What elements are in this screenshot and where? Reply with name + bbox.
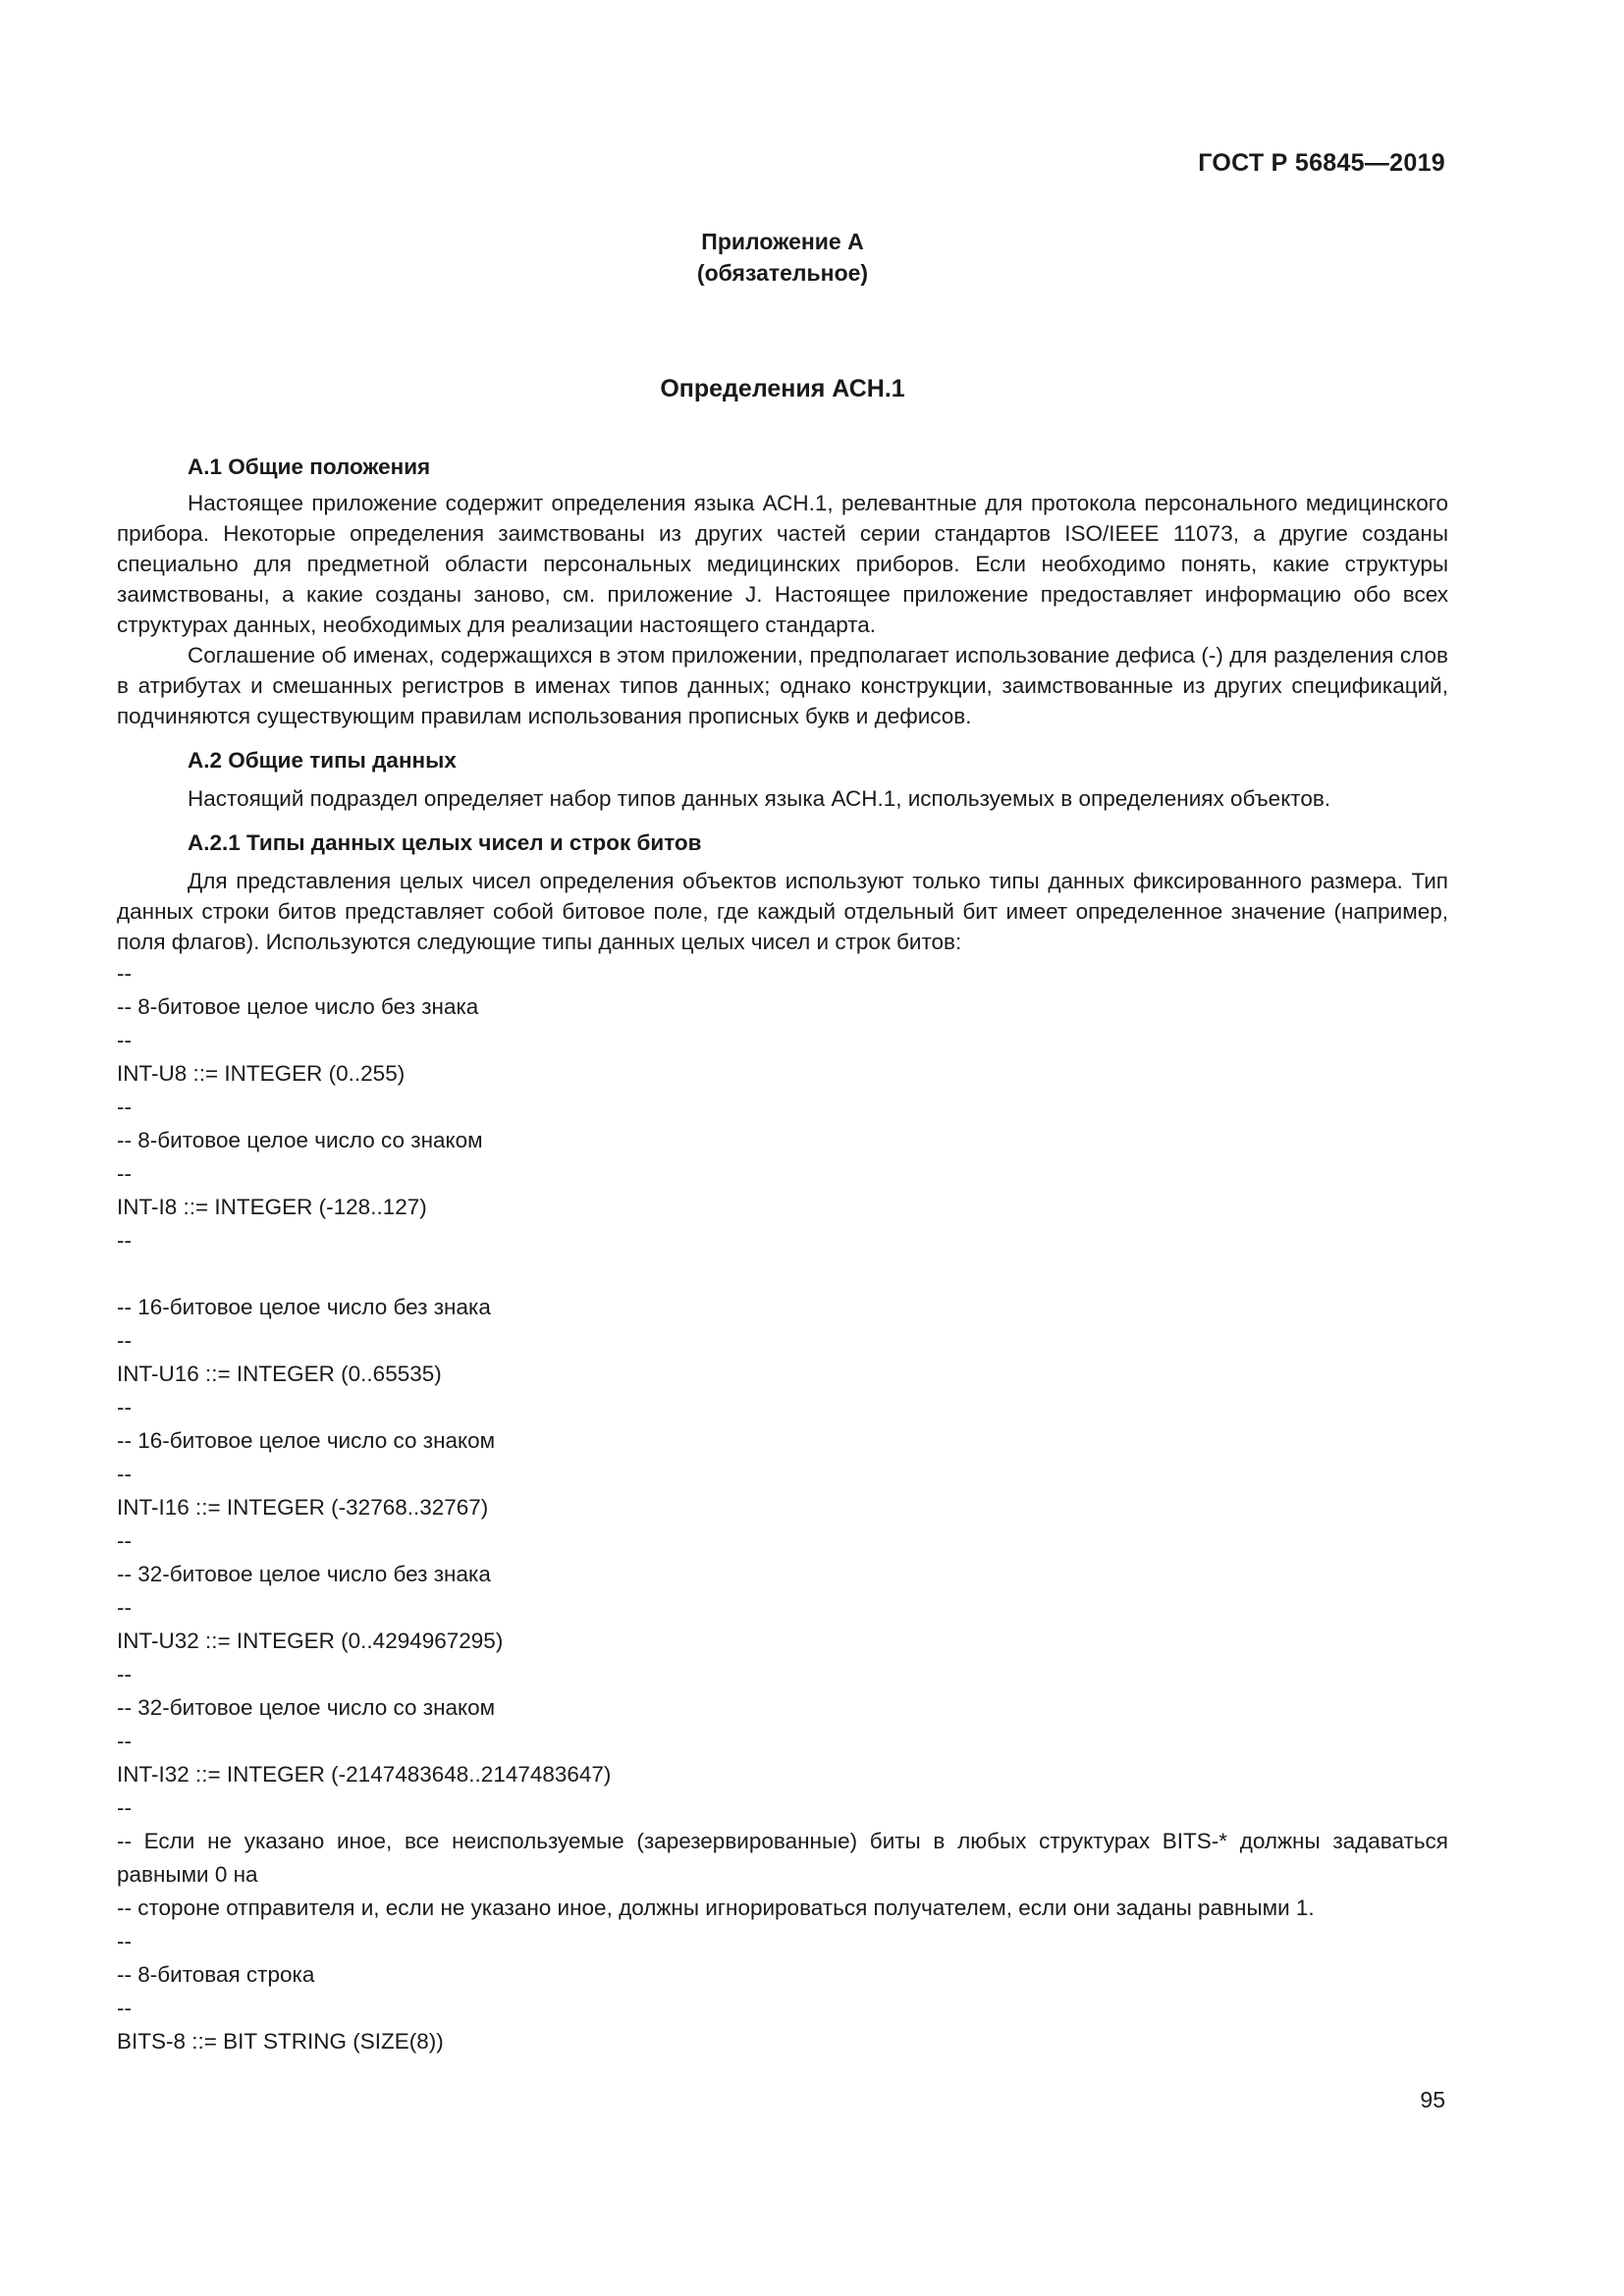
code-line: -- [117,1929,132,1953]
code-line: BITS-8 ::= BIT STRING (SIZE(8)) [117,2029,444,2054]
code-line: INT-U16 ::= INTEGER (0..65535) [117,1362,442,1386]
document-body [117,452,1455,2058]
code-line: -- [117,1462,132,1486]
section-a1-paragraph-2: Соглашение об именах, содержащихся в этом приложении, предполагает использование дефиса (-) для разделения слов в атрибутах и смешанных регистров в именах типов данных; однако конструкции, заимствованные из других спецификаций, подчиняются существующим правилам использования прописных букв и дефисов. [117,643,1448,728]
code-line: -- [117,961,132,986]
code-line: -- [117,1395,132,1419]
code-line: -- 16-битовое целое число со знаком [117,1428,496,1453]
code-line: -- [117,1095,132,1119]
code-blank-line [117,1257,1448,1291]
standard-designation: ГОСТ Р 56845—2019 [1198,149,1445,177]
code-line: -- [117,1595,132,1620]
appendix-title: Определения АСН.1 [660,375,905,402]
asn1-code-listing [117,957,1455,2058]
code-line: -- 32-битовое целое число без знака [117,1562,491,1586]
section-a1-heading: А.1 Общие положения [188,454,431,479]
page-number: 95 [1420,2087,1445,2112]
section-a1-paragraph-1: Настоящее приложение содержит определения языка АСН.1, релевантные для протокола персонального медицинского прибора. Некоторые определения заимствованы из других частей серии стандартов ISO/IEEE 11073, а другие созданы специально для предметной области персональных медицинских приборов. Если необходимо понять, какие структуры заимствованы, а какие созданы заново, см. приложение J. Настоящее приложение предоставляет информацию обо всех структурах данных, необходимых для реализации настоящего стандарта. [117,491,1448,637]
appendix-status: (обязательное) [696,260,869,286]
appendix-label-block [0,226,1565,289]
code-line: -- [117,1795,132,1820]
code-line: -- [117,1028,132,1052]
code-line: INT-I32 ::= INTEGER (-2147483648..2147483647) [117,1762,612,1787]
code-line: -- 16-битовое целое число без знака [117,1295,491,1319]
code-line: -- 8-битовое целое число без знака [117,994,479,1019]
code-line: INT-U8 ::= INTEGER (0..255) [117,1061,406,1086]
appendix-label: Приложение А [701,229,864,254]
code-line: -- [117,1328,132,1353]
code-line: -- [117,1996,132,2020]
section-a2-paragraph-1: Настоящий подраздел определяет набор типов данных языка АСН.1, используемых в определениях объектов. [188,786,1331,811]
section-a2-heading: А.2 Общие типы данных [188,748,457,773]
code-line: INT-U32 ::= INTEGER (0..4294967295) [117,1629,504,1653]
code-line: -- [117,1228,132,1253]
code-line: INT-I16 ::= INTEGER (-32768..32767) [117,1495,489,1520]
code-line: -- [117,1729,132,1753]
section-a21-heading: А.2.1 Типы данных целых чисел и строк битов [188,830,702,855]
code-line: INT-I8 ::= INTEGER (-128..127) [117,1195,427,1219]
code-line: -- 32-битовое целое число со знаком [117,1695,496,1720]
code-line: -- Если не указано иное, все неиспользуемые (зарезервированные) биты в любых структурах BITS-* должны задаваться равными 0 на [117,1829,1455,1887]
code-line: -- [117,1161,132,1186]
section-a21-paragraph-1: Для представления целых чисел определения объектов используют только типы данных фиксированного размера. Тип данных строки битов представляет собой битовое поле, где каждый отдельный бит имеет определенное значение (например, поля флагов). Используются следующие типы данных целых чисел и строк битов: [117,869,1448,954]
code-line: -- [117,1528,132,1553]
code-line: -- 8-битовая строка [117,1962,315,1987]
code-line: -- [117,1662,132,1686]
code-line: -- 8-битовое целое число со знаком [117,1128,483,1152]
code-line: -- стороне отправителя и, если не указано иное, должны игнорироваться получателем, если они заданы равными 1. [117,1896,1315,1920]
